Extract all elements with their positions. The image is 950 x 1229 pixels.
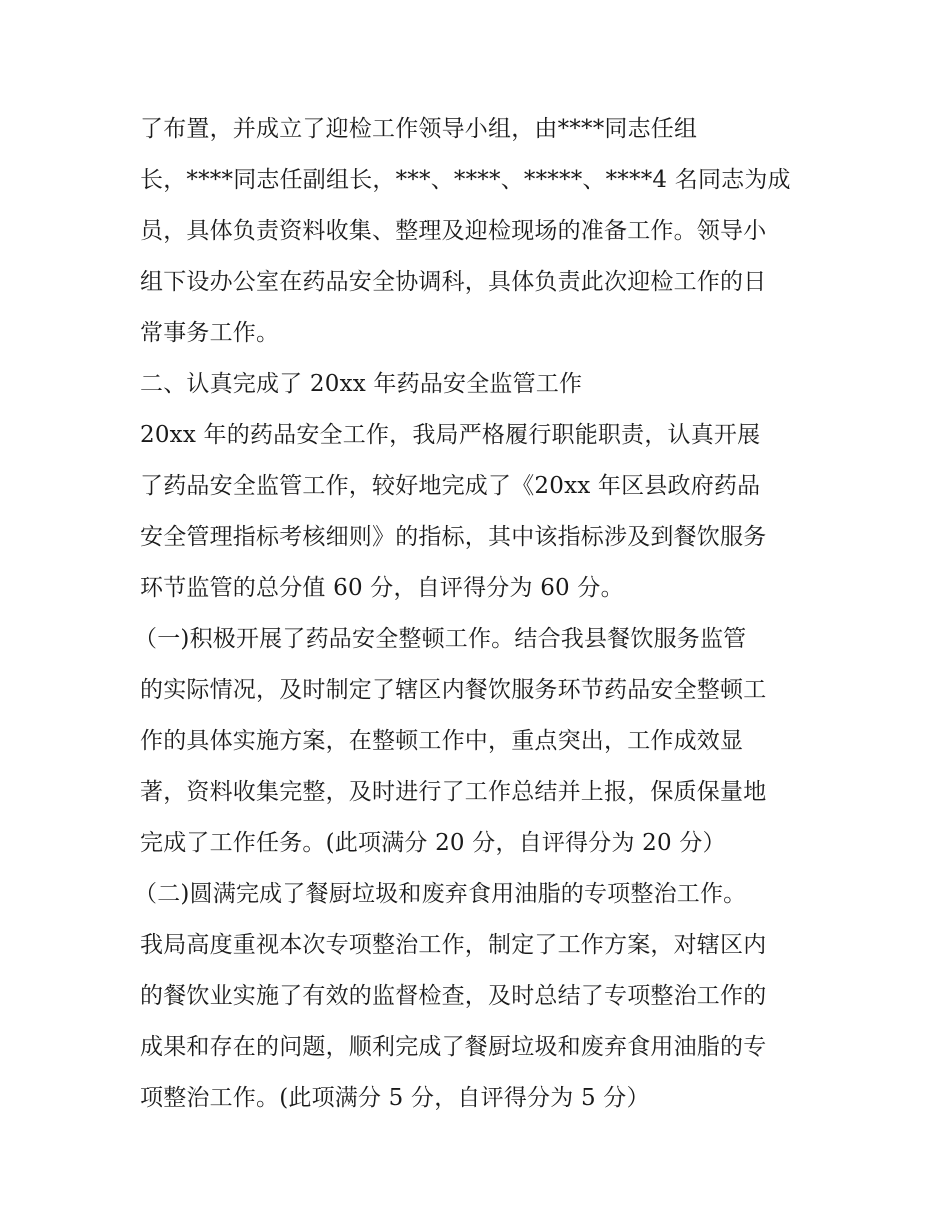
section-heading: 二、认真完成了 20xx 年药品安全监管工作 (140, 371, 583, 397)
text-line: 组下设办公室在药品安全协调科，具体负责此次迎检工作的日 (140, 269, 767, 295)
text-line: 长，****同志任副组长，***、****、*****、****4 名同志为成 (140, 167, 791, 193)
text-line: 成果和存在的问题，顺利完成了餐厨垃圾和废弃食用油脂的专 (140, 1034, 767, 1060)
document-body (134, 104, 830, 1124)
text-line: 员，具体负责资料收集、整理及迎检现场的准备工作。领导小 (140, 218, 767, 244)
text-line: 的实际情况，及时制定了辖区内餐饮服务环节药品安全整顿工 (140, 677, 767, 703)
text-line: 的餐饮业实施了有效的监督检查，及时总结了专项整治工作的 (140, 983, 767, 1009)
text-line: 我局高度重视本次专项整治工作，制定了工作方案，对辖区内 (140, 932, 767, 958)
text-line: 了药品安全监管工作，较好地完成了《20xx 年区县政府药品 (140, 473, 761, 499)
text-line: 完成了工作任务。(此项满分 20 分，自评得分为 20 分） (140, 830, 726, 856)
text-line: 著，资料收集完整，及时进行了工作总结并上报，保质保量地 (140, 779, 767, 805)
text-line: 20xx 年的药品安全工作，我局严格履行职能职责，认真开展 (140, 422, 761, 448)
text-line: 常事务工作。 (140, 320, 280, 346)
text-line: 环节监管的总分值 60 分，自评得分为 60 分。 (140, 575, 624, 601)
text-line: 项整治工作。(此项满分 5 分，自评得分为 5 分） (140, 1085, 650, 1111)
subsection-line: （二)圆满完成了餐厨垃圾和废弃食用油脂的专项整治工作。 (134, 881, 747, 907)
text-line: 作的具体实施方案，在整顿工作中，重点突出，工作成效显 (140, 728, 744, 754)
text-line: 了布置，并成立了迎检工作领导小组，由****同志任组 (140, 116, 698, 142)
subsection-line: （一)积极开展了药品安全整顿工作。结合我县餐饮服务监管 (134, 626, 747, 652)
text-line: 安全管理指标考核细则》的指标，其中该指标涉及到餐饮服务 (140, 524, 767, 550)
